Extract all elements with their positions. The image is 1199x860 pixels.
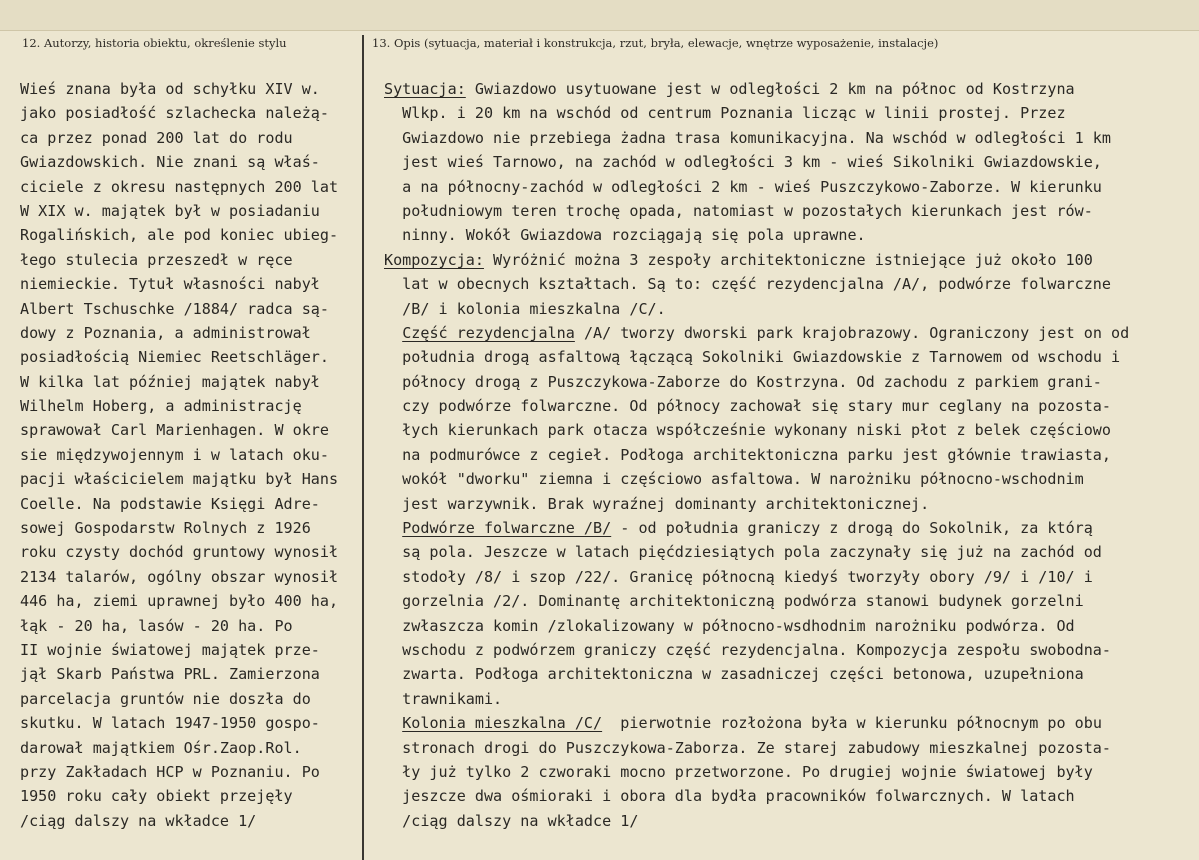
description-line [384, 297, 1194, 321]
history-line: roku czysty dochód gruntowy wynosił [20, 543, 339, 562]
history-line: ciciele z okresu następnych 200 lat [20, 177, 339, 196]
description-text: stronach drogi do Puszczykowa-Zaborza. Ze starej zabudowy mieszkalnej pozosta- [384, 738, 1111, 757]
description-text: wschodu z podwórzem graniczy część rezydencjalna. Kompozycja zespołu swobodna- [384, 640, 1111, 659]
description-text: zwarta. Podłoga architektoniczna w zasadniczej części betonowa, uzupełniona [384, 665, 1084, 684]
description-line [384, 638, 1194, 662]
description-line [384, 492, 1194, 516]
description-line [384, 370, 1194, 394]
history-line: darował majątkiem Ośr.Zaop.Rol. [20, 738, 302, 757]
history-line: pacji właścicielem majątku był Hans [20, 470, 339, 489]
description-text: /B/ i kolonia mieszkalna /C/. [384, 299, 666, 318]
history-line: sowej Gospodarstw Rolnych z 1926 [20, 519, 311, 538]
section-heading: Kolonia mieszkalna /C/ [402, 714, 603, 733]
description-text: a na północny-zachód w odległości 2 km - wieś Puszczykowo-Zaborze. W kierunku [384, 177, 1102, 196]
description-text: zwłaszcza komin /zlokalizowany w północno-wsdhodnim narożniku podwórza. Od [384, 616, 1075, 635]
history-line: łąk - 20 ha, lasów - 20 ha. Po [20, 616, 293, 635]
description-text: Gwiazdowo usytuowane jest w odległości 2 km na północ od Kostrzyna [465, 80, 1075, 98]
description-text: - od południa graniczy z drogą do Sokolnik, za którą [611, 519, 1093, 538]
history-line: 446 ha, ziemi uprawnej było 400 ha, [20, 592, 339, 611]
history-line: Coelle. Na podstawie Księgi Adre- [20, 494, 320, 513]
description-line [384, 736, 1194, 760]
history-line: sie międzywojennym i w latach oku- [20, 445, 329, 464]
description-line [384, 589, 1194, 613]
history-line: /ciąg dalszy na wkładce 1/ [20, 811, 257, 830]
history-line: łego stulecia przeszedł w ręce [20, 250, 293, 269]
history-line: sprawował Carl Marienhagen. W okre [20, 421, 329, 440]
description-text: są pola. Jeszcze w latach pięćdziesiątych pola zaczynały się już na zachód od [384, 543, 1102, 562]
history-line: Gwiazdowskich. Nie znani są właś- [20, 153, 320, 172]
description-text: czy podwórze folwarczne. Od północy zachował się stary mur ceglany na pozosta- [384, 397, 1111, 416]
description-text: Wyróżnić można 3 zespoły architektoniczne istniejące już około 100 [483, 250, 1093, 269]
history-line: parcelacja gruntów nie doszła do [20, 689, 311, 708]
description-text: Gwiazdowo nie przebiega żadna trasa komunikacyjna. Na wschód w odległości 1 km [384, 128, 1111, 147]
history-line: niemieckie. Tytuł własności nabył [20, 275, 320, 294]
page-top-strip [0, 0, 1199, 31]
description-line [384, 784, 1194, 808]
description-line [384, 418, 1194, 442]
history-line: skutku. W latach 1947-1950 gospo- [20, 714, 320, 733]
history-line: II wojnie światowej majątek prze- [20, 640, 320, 659]
description-line [384, 77, 1194, 101]
section-header-authors: 12. Autorzy, historia obiektu, określenie stylu [22, 36, 287, 50]
section-header-description: 13. Opis (sytuacja, materiał i konstrukcja, rzut, bryła, elewacje, wnętrze wyposażenie, instalacje) [372, 36, 939, 50]
description-line [384, 126, 1194, 150]
description-text: Wlkp. i 20 km na wschód od centrum Poznania licząc w linii prostej. Przez [384, 104, 1066, 123]
description-text: jest wieś Tarnowo, na zachód w odległości 3 km - wieś Sikolniki Gwiazdowskie, [384, 153, 1102, 172]
history-line: przy Zakładach HCP w Poznaniu. Po [20, 762, 320, 781]
description-line [384, 614, 1194, 638]
description-line [384, 516, 1194, 540]
description-text: jeszcze dwa ośmioraki i obora dla bydła pracowników folwarcznych. W latach [384, 787, 1075, 806]
section-heading: Część rezydencjalna [402, 323, 575, 342]
description-line [384, 345, 1194, 369]
description-text: południowym teren trochę opada, natomiast w pozostałych kierunkach jest rów- [384, 201, 1093, 220]
history-line: Wieś znana była od schyłku XIV w. [20, 80, 320, 98]
description-text: ły już tylko 2 czworaki mocno przetworzone. Po drugiej wojnie światowej były [384, 762, 1093, 781]
description-line [384, 199, 1194, 223]
description-line [384, 101, 1194, 125]
description-line [384, 443, 1194, 467]
history-line: jął Skarb Państwa PRL. Zamierzona [20, 665, 320, 684]
history-line: Albert Tschuschke /1884/ radca są- [20, 299, 329, 318]
history-line: Rogalińskich, ale pod koniec ubieg- [20, 226, 339, 245]
description-line [384, 565, 1194, 589]
section-heading: Podwórze folwarczne /B/ [402, 519, 612, 538]
description-text: wokół "dworku" ziemna i częściowo asfaltowa. W narożniku północno-wschodnim [384, 470, 1084, 489]
description-text: trawnikami. [384, 689, 503, 708]
history-line: W XIX w. majątek był w posiadaniu [20, 201, 320, 220]
section-heading: Sytuacja: [384, 80, 466, 98]
description-line [384, 150, 1194, 174]
description-line [384, 272, 1194, 296]
description-line [384, 223, 1194, 247]
description-line [384, 175, 1194, 199]
history-line: jako posiadłość szlachecka należą- [20, 104, 329, 123]
description-text: stodoły /8/ i szop /22/. Granicę północną kiedyś tworzyły obory /9/ i /10/ i [384, 567, 1093, 586]
description-line [384, 760, 1194, 784]
history-line: posiadłością Niemiec Reetschläger. [20, 348, 329, 367]
description-text: północy drogą z Puszczykowa-Zaborze do Kostrzyna. Od zachodu z parkiem grani- [384, 372, 1102, 391]
description-line [384, 540, 1194, 564]
description-text: południa drogą asfaltową łączącą Sokolniki Gwiazdowskie z Tarnowem od wschodu i [384, 348, 1121, 367]
column-divider [362, 35, 364, 860]
history-line: 1950 roku cały obiekt przejęły [20, 787, 293, 806]
history-line: 2134 talarów, ogólny obszar wynosił [20, 567, 339, 586]
description-line [384, 321, 1194, 345]
description-line [384, 467, 1194, 491]
description-text: łych kierunkach park otacza współcześnie wykonany niski płot z belek częściowo [384, 421, 1111, 440]
description-text: jest warzywnik. Brak wyraźnej dominanty architektonicznej. [384, 494, 930, 513]
description-line [384, 687, 1194, 711]
description-text: /A/ tworzy dworski park krajobrazowy. Ograniczony jest on od [574, 323, 1130, 342]
description-text: gorzelnia /2/. Dominantę architektoniczną podwórza stanowi budynek gorzelni [384, 592, 1084, 611]
history-text-column [20, 77, 360, 833]
description-text: lat w obecnych kształtach. Są to: część rezydencjalna /A/, podwórze folwarczne [384, 275, 1111, 294]
description-line [384, 394, 1194, 418]
description-line [384, 809, 1194, 833]
description-line [384, 248, 1194, 272]
description-text: ninny. Wokół Gwiazdowa rozciągają się pola uprawne. [384, 226, 866, 245]
description-line [384, 662, 1194, 686]
description-text: na podmurówce z cegieł. Podłoga architektoniczna parku jest głównie trawiasta, [384, 445, 1111, 464]
description-line [384, 711, 1194, 735]
history-line: Wilhelm Hoberg, a administrację [20, 397, 302, 416]
description-text: pierwotnie rozłożona była w kierunku północnym po obu [602, 714, 1102, 733]
section-heading: Kompozycja: [384, 250, 484, 269]
description-text-column [384, 77, 1194, 833]
history-line: ca przez ponad 200 lat do rodu [20, 128, 293, 147]
history-line: dowy z Poznania, a administrował [20, 323, 311, 342]
description-text: /ciąg dalszy na wkładce 1/ [384, 811, 639, 830]
history-line: W kilka lat później majątek nabył [20, 372, 320, 391]
